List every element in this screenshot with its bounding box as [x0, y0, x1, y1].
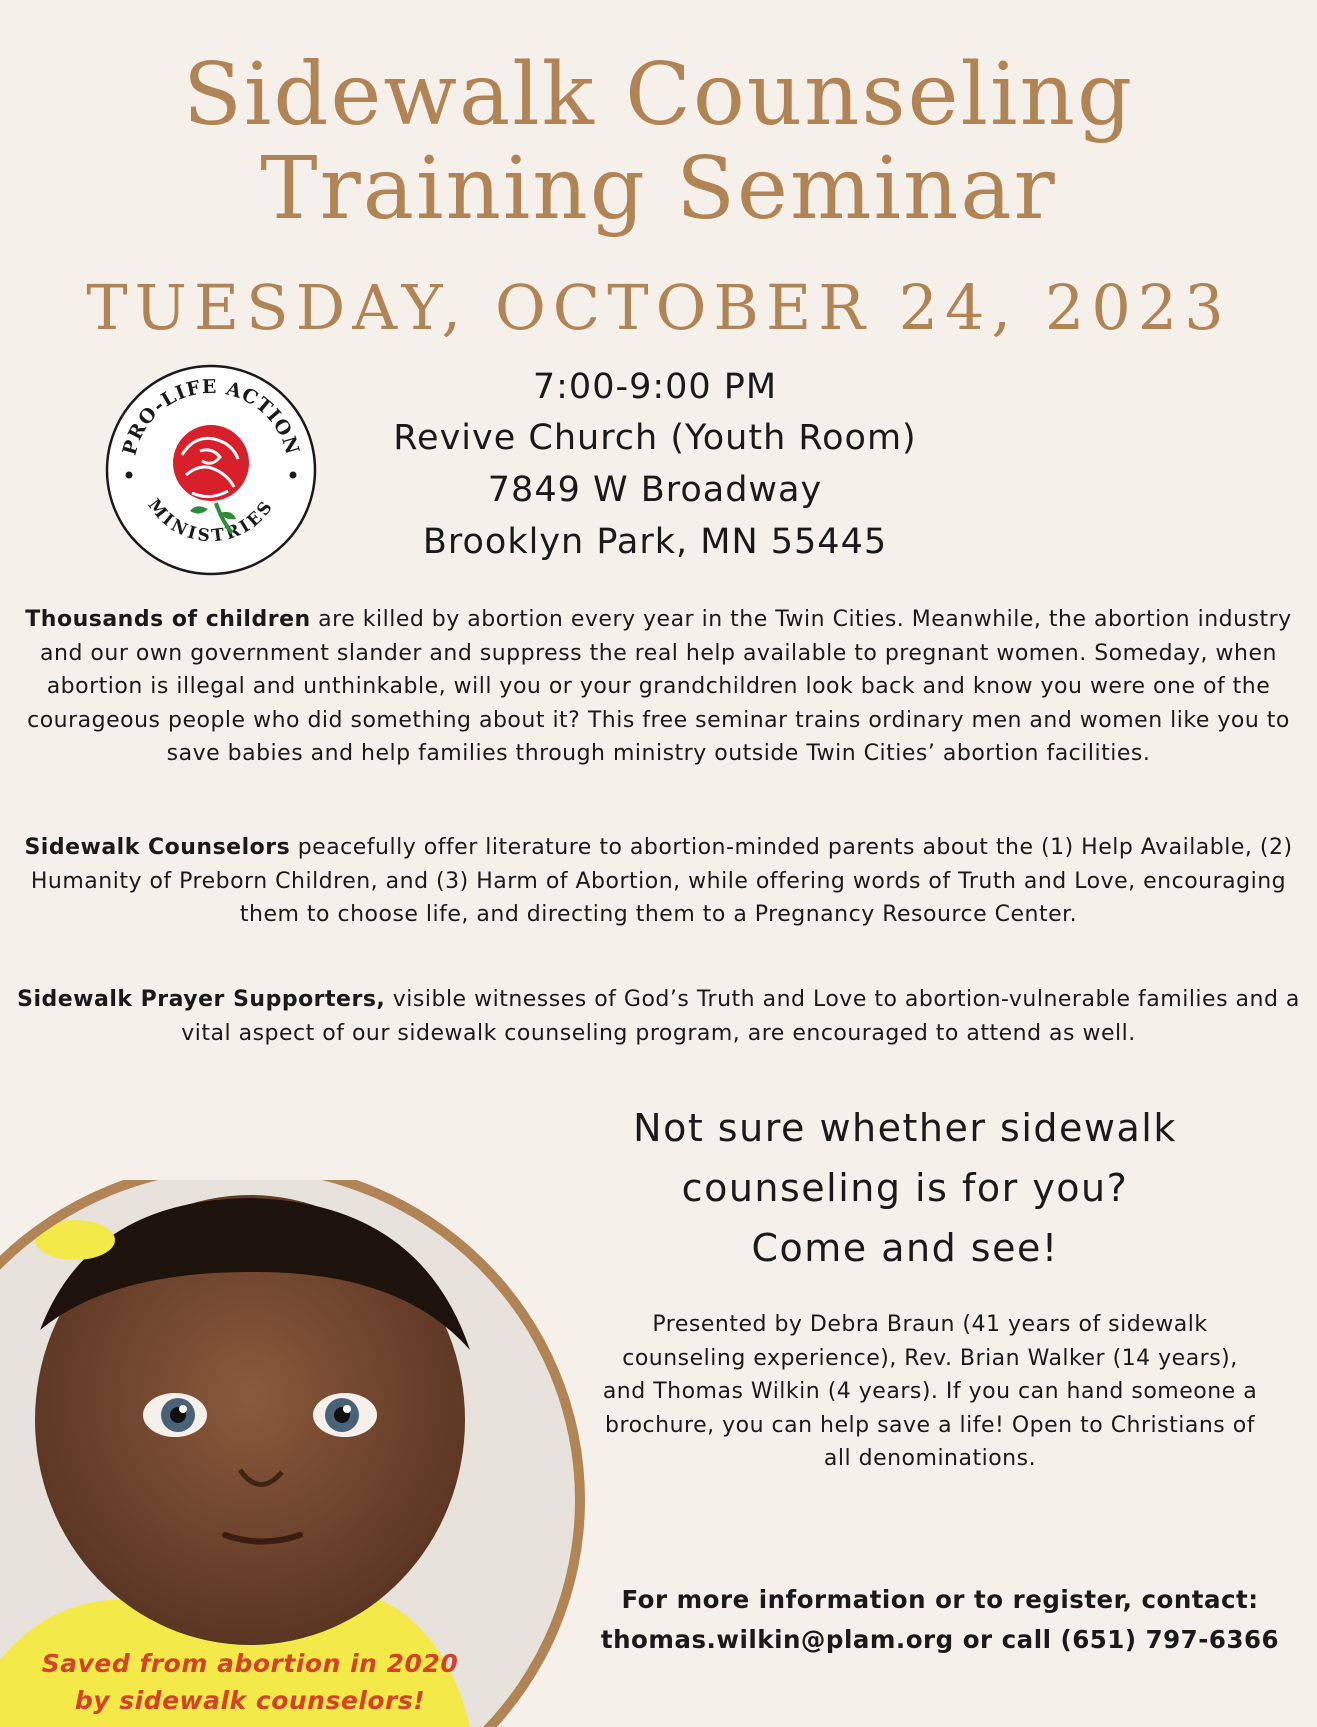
caption-line-2: by sidewalk counselors! — [74, 1686, 426, 1715]
contact-line-1: For more information or to register, contact: — [621, 1585, 1259, 1614]
title-line-2: Training Seminar — [260, 139, 1057, 239]
contact-info — [570, 1580, 1310, 1660]
prayer-supporters-bold: Sidewalk Prayer Supporters, — [17, 987, 386, 1012]
presenters-paragraph: Presented by Debra Braun (41 years of sidewalk counseling experience), Rev. Brian Walker (14 years), and Thomas Wilkin (4 years). If you can hand someone a brochure, you can help save a life! Open to Christians of all denominations. — [602, 1312, 1258, 1471]
pro-life-action-ministries-logo — [104, 363, 318, 577]
counselors-text: peacefully offer literature to abortion-minded parents about the (1) Help Available, (2) Humanity of Preborn Children, and (3) Harm of Abortion, while offering words of Truth and Love, encouraging them to choose life, and directing them to a Pregnancy Resource Center. — [30, 835, 1293, 928]
logo-bottom-text: MINISTRIES — [143, 495, 279, 547]
logo-dot-right — [290, 472, 297, 479]
logo-top-text: PRO-LIFE ACTION — [118, 375, 304, 458]
event-date: TUESDAY, OCTOBER 24, 2023 — [86, 271, 1231, 344]
title-line-1: Sidewalk Counseling — [182, 45, 1135, 145]
event-street: 7849 W Broadway — [487, 470, 823, 510]
event-city: Brooklyn Park, MN 55445 — [422, 522, 888, 562]
photo-caption — [0, 1645, 500, 1719]
cta-line-3: Come and see! — [751, 1226, 1059, 1270]
event-time: 7:00-9:00 PM — [532, 367, 778, 407]
call-to-action — [560, 1098, 1250, 1278]
cta-line-2: counseling is for you? — [681, 1166, 1129, 1210]
prayer-supporters-paragraph — [16, 983, 1301, 1050]
cta-line-1: Not sure whether sidewalk — [633, 1106, 1177, 1150]
intro-paragraph — [16, 603, 1301, 771]
caption-line-1: Saved from abortion in 2020 — [41, 1649, 459, 1678]
prayer-supporters-text: visible witnesses of God’s Truth and Love to abortion-vulnerable families and a vital aspect of our sidewalk counseling program, are encouraged to attend as well. — [181, 987, 1300, 1046]
logo-dot-left — [126, 472, 133, 479]
event-venue: Revive Church (Youth Room) — [393, 418, 917, 458]
contact-line-2: thomas.wilkin@plam.org or call (651) 797-6366 — [600, 1625, 1280, 1654]
intro-bold: Thousands of children — [25, 607, 311, 632]
counselors-paragraph — [16, 831, 1301, 932]
intro-text: are killed by abortion every year in the Twin Cities. Meanwhile, the abortion industry and our own government slander and suppress the real help available to pregnant women. Someday, when abortion is illegal and unthinkable, will you or your grandchildren look back and know you were one of the courageous people who did something about it? This free seminar trains ordinary men and women like you to save babies and help families through ministry outside Twin Cities’ abortion facilities. — [27, 607, 1292, 767]
counselors-bold: Sidewalk Counselors — [24, 835, 291, 860]
